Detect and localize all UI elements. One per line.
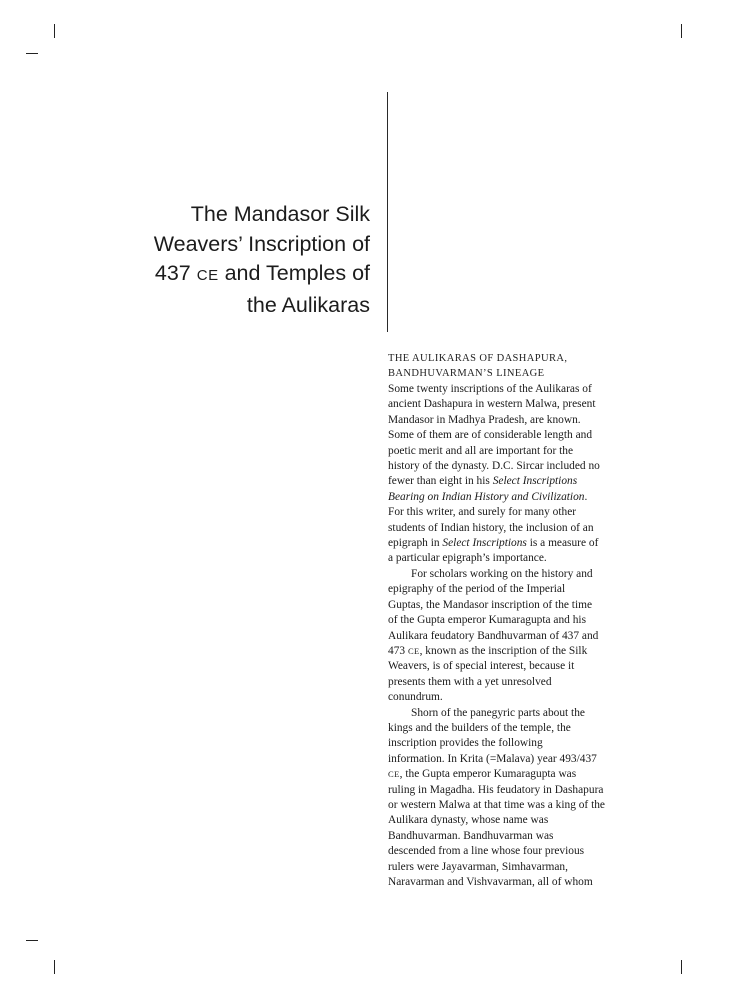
text-line: Naravarman and Vishvavarman, all of whom: [388, 876, 593, 888]
text-run-sc: CE: [407, 645, 420, 656]
text-run-sc: CE: [388, 769, 400, 780]
text-line: history of the dynasty. D.C. Sircar included no: [388, 460, 600, 473]
text-run-pre: fewer than eight in his: [388, 475, 493, 488]
text-run-em: Select Inscriptions: [492, 475, 578, 488]
title-line-3-rest: and Temples of: [224, 261, 370, 285]
title-line-1: The Mandasor Silk: [190, 202, 370, 226]
text-line: [388, 767, 628, 782]
text-line: ancient Dashapura in western Malwa, present: [388, 398, 596, 411]
title-line-4: the Aulikaras: [246, 292, 370, 317]
text-line: Mandasor in Madhya Pradesh, are known.: [388, 413, 581, 426]
text-line: a particular epigraph’s importance.: [388, 552, 547, 565]
crop-mark-top-right: [681, 24, 682, 38]
crop-mark-bottom-right: [681, 960, 682, 974]
text-line: Weavers, is of special interest, because it: [388, 660, 575, 673]
text-line: Some of them are of considerable length and: [388, 429, 593, 442]
title-line-2: Weavers’ Inscription of: [153, 231, 370, 256]
text-line: or western Malwa at that time was a king of the: [388, 798, 605, 811]
section-heading-line-1: THE AULIKARAS OF DASHAPURA,: [388, 353, 568, 364]
title-era: CE: [196, 267, 219, 284]
text-line: students of Indian history, the inclusion of an: [388, 521, 594, 534]
text-line: kings and the builders of the temple, the: [388, 721, 571, 734]
paragraph-1: [388, 382, 628, 567]
text-line: Guptas, the Mandasor inscription of the time: [388, 598, 593, 611]
text-line: For scholars working on the history and: [411, 567, 593, 580]
text-line: descended from a line whose four previous: [388, 845, 585, 858]
text-line: ruling in Magadha. His feudatory in Dashapura: [388, 783, 604, 796]
text-line: Bandhuvarman. Bandhuvarman was: [388, 829, 554, 842]
section-heading: [388, 351, 628, 381]
text-line: epigraphy of the period of the Imperial: [388, 583, 566, 596]
text-line: of the Gupta emperor Kumaragupta and his: [388, 614, 587, 627]
crop-mark-left-upper: [26, 53, 38, 54]
text-line: [388, 474, 628, 489]
crop-mark-bottom-left: [54, 960, 55, 974]
text-line: [388, 536, 628, 551]
paragraph-3: [388, 706, 628, 891]
title-year: 437: [154, 261, 191, 285]
text-line: [388, 490, 628, 505]
text-run-post: is a measure of: [526, 537, 599, 550]
text-line: conundrum.: [388, 691, 443, 704]
text-line: rulers were Jayavarman, Simhavarman,: [388, 860, 568, 873]
body-text: [388, 382, 628, 890]
vertical-divider: [387, 92, 388, 332]
title-line-3: [100, 259, 370, 291]
text-run-pre: epigraph in: [388, 537, 443, 550]
text-line: information. In Krita (=Malava) year 493/437: [388, 752, 597, 765]
crop-mark-left-lower: [26, 940, 38, 941]
text-line: poetic merit and all are important for the: [388, 444, 574, 457]
text-run-pre: 473: [388, 644, 408, 657]
text-line: presents them with a yet unresolved: [388, 675, 552, 688]
text-run-post: , known as the inscription of the Silk: [419, 644, 588, 657]
text-run-post: .: [584, 490, 588, 503]
text-line: Aulikara feudatory Bandhuvarman of 437 and: [388, 629, 599, 642]
crop-mark-top-left: [54, 24, 55, 38]
paragraph-2: [388, 567, 628, 706]
text-line: Some twenty inscriptions of the Aulikaras of: [388, 383, 592, 395]
text-run-em: Bearing on Indian History and Civilization: [388, 490, 585, 503]
text-run-post: , the Gupta emperor Kumaragupta was: [399, 768, 577, 781]
text-line: Shorn of the panegyric parts about the: [411, 706, 585, 719]
text-line: Aulikara dynasty, whose name was: [388, 814, 549, 827]
text-line: inscription provides the following: [388, 737, 543, 750]
text-line: [388, 644, 628, 659]
section-heading-line-2: BANDHUVARMAN’S LINEAGE: [388, 368, 545, 379]
chapter-title: [100, 200, 370, 320]
text-line: For this writer, and surely for many other: [388, 506, 577, 519]
text-run-em: Select Inscriptions: [442, 537, 527, 550]
